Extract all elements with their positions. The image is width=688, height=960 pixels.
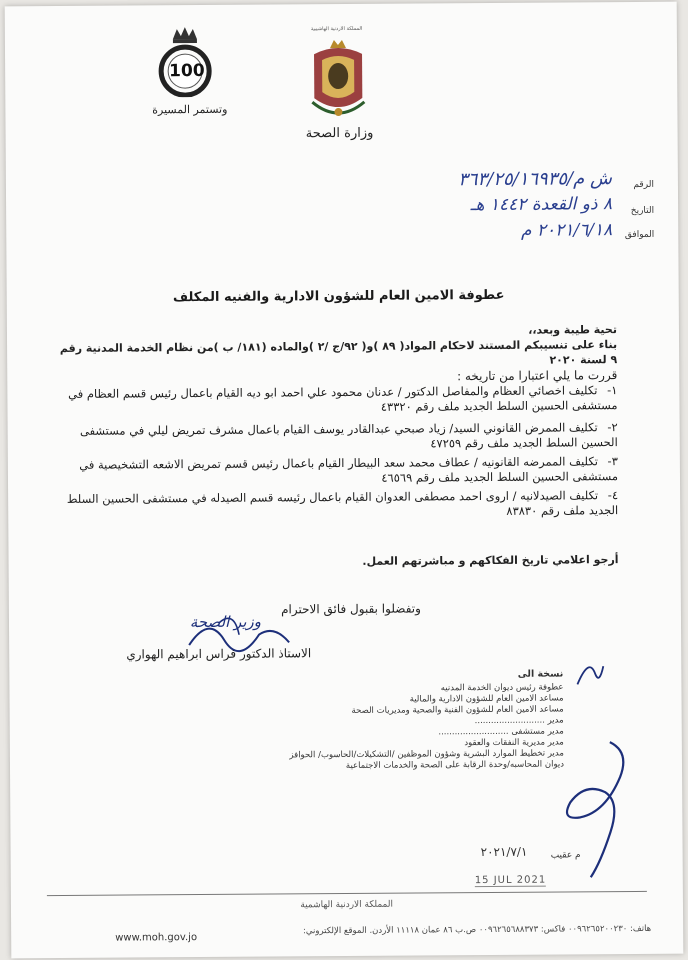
- ministry-small-text: المملكة الاردنية الهاشمية: [310, 25, 363, 33]
- copy-recipient: مساعد الامين العام للشؤون الادارية والمالية: [409, 693, 564, 705]
- copy-recipient: ديوان المحاسبه/وحدة الرقابة على الصحة والخدمات الاجتماعية: [345, 759, 565, 771]
- copy-recipient: مدير تخطيط الموارد البشرية وشؤون الموظفين /التشكيلات/الحاسوب/ الحوافز: [289, 748, 564, 761]
- decision-item: [58, 454, 618, 488]
- copy-recipient: مدير مستشفى ..........................: [438, 726, 564, 738]
- ministry-logo: [303, 22, 374, 142]
- copy-recipient: عطوفة رئيس ديوان الخدمة المدنيه: [440, 682, 564, 694]
- item-text: تكليف الصيدلانيه / اروى احمد مصطفى العدوان القيام باعمال رئيسه قسم الصيدله في مستشفى الحسين السلط الجديد ملف رقم ٨٣٨٣٠: [66, 488, 619, 518]
- ref-number-label: الرقم: [633, 179, 654, 190]
- basis-paragraph: بناء على تنسيبكم المستند لاحكام المواد( ٨٩ )و( ٩٢/ج /٢ )والماده (١٨١/ ب )من نظام الخدمة المدنية رقم ٩ لسنة ٢٠٢٠: [59, 338, 618, 367]
- item-number: ٣-: [607, 454, 618, 469]
- footer-divider: [47, 891, 647, 896]
- request-text: أرجو اعلامي تاريخ الفكاكهم و مباشرتهم العمل.: [362, 553, 619, 568]
- footer-website-link[interactable]: www.moh.gov.jo: [115, 932, 198, 944]
- ref-corresponding-label: الموافق: [624, 229, 655, 241]
- coat-of-arms-icon: [308, 38, 369, 124]
- letter-page: [5, 2, 684, 959]
- item-text: تكليف الممرضه القانونيه / عطاف محمد سعد البيطار القيام باعمال رئيس قسم تمريض الاشعه التشخيصية في مستشفى الحسين السلط الجديد ملف رقم ٤٦٥٦٩: [79, 454, 619, 485]
- initials-mark-icon: [569, 654, 609, 694]
- receipt-date: ٢٠٢١/٧/١: [480, 844, 528, 860]
- ministry-name: وزارة الصحة: [305, 125, 374, 142]
- greeting: تحية طيبة وبعد،،: [528, 323, 618, 337]
- closing-text: وتفضلوا بقبول فائق الاحترام: [280, 601, 421, 617]
- copy-recipient: مساعد الامين العام للشؤون الفنية والصحية ومديريات الصحة: [351, 704, 564, 716]
- copies-heading: نسخة الى: [517, 668, 564, 680]
- signatory-name: الاستاذ الدكتور فراس ابراهيم الهواري: [126, 646, 312, 662]
- decision-item: [58, 488, 618, 522]
- received-stamp: 15 JUL 2021: [474, 874, 547, 887]
- decision-item: [57, 383, 617, 417]
- footer-contact: هاتف: ٠٠٩٦٢٦٥٢٠٠٢٣٠ فاكس: ٠٠٩٦٢٦٥٦٨٨٣٧٣ ص.ب ٨٦ عمان ١١١١٨ الأردن. الموقع الإلكتروني:: [303, 923, 652, 937]
- ref-date-value: ٨ ذو القعدة ١٤٤٢ هـ: [470, 194, 613, 216]
- receipt-label: م عقيب: [550, 850, 581, 861]
- anniversary-tagline: وتستمر المسيرة: [152, 102, 228, 117]
- addressee: عطوفة الامين العام للشؤون الادارية والفنيه المكلف: [172, 287, 505, 306]
- ref-number-value: ش م/٣٦٣/٢٥/١٦٩٣٥: [458, 168, 612, 191]
- centennial-logo: [145, 27, 226, 128]
- decision-intro: قررت ما يلي اعتبارا من تاريخه :: [457, 368, 618, 384]
- decision-item: [58, 420, 618, 454]
- item-text: تكليف اخصائي العظام والمفاصل الدكتور / عدنان محمود علي احمد ابو ديه القيام باعمال رئيس قسم العظام في مستشفى الحسين السلط الجديد ملف رقم ٤٣٣٢٠: [68, 383, 618, 414]
- item-number: ٢-: [607, 420, 618, 435]
- copy-recipient: مدير مديرية النفقات والعقود: [464, 737, 564, 749]
- item-text: تكليف الممرض القانوني السيد/ زياد صبحي عبدالقادر يوسف القيام باعمال مشرف تمريض ليلي في مستشفى الحسين السلط الجديد ملف رقم ٤٧٢٥٩: [79, 420, 618, 451]
- signature-title-handwritten: وزير الصحة: [189, 612, 262, 632]
- copy-recipient: مدير ..........................: [474, 715, 564, 727]
- ref-corresponding-value: ٢٠٢١/٦/١٨ م: [520, 220, 613, 241]
- footer-kingdom: المملكة الاردنية الهاشمية: [300, 899, 394, 911]
- item-number: ١-: [606, 383, 618, 398]
- ref-date-label: التاريخ: [630, 205, 655, 216]
- item-number: ٤-: [607, 488, 619, 503]
- anniversary-number: 100: [169, 60, 205, 82]
